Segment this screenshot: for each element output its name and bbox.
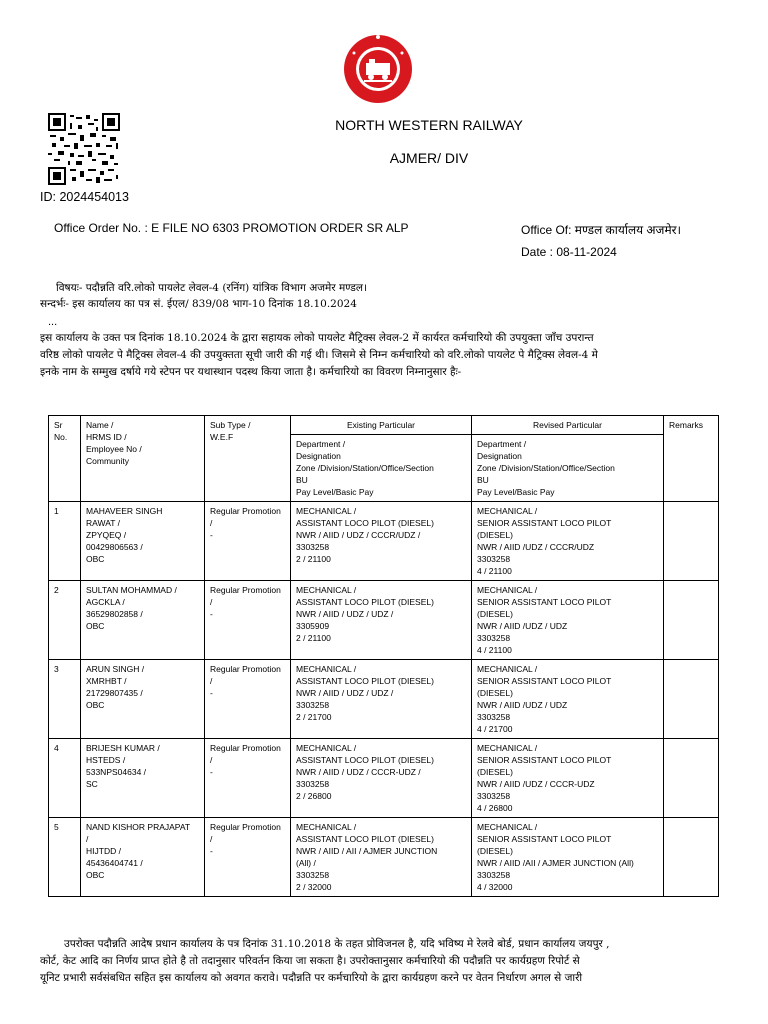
subject-line: विषयः- पदौन्नति वरि.लोको पायलेट लेवल-4 (रनिंग) यांत्रिक विभाग अजमेर मण्डल। <box>56 282 367 294</box>
table-row <box>49 502 719 581</box>
table-row <box>49 581 719 660</box>
closing-line-3: यूनिट प्रभारी सर्वसंबधित सहित इस कार्यालय को अवगत करावे। पदौन्नति पर कर्मचारियो के द्वारा कार्यग्रहण करने पर वेतन निर्धारण अगल से जारी <box>40 972 583 984</box>
cell-sr: 2 <box>49 581 81 660</box>
cell-existing: MECHANICAL / ASSISTANT LOCO PILOT (DIESEL) NWR / AIID / UDZ / UDZ / 3305909 2 / 21100 <box>291 581 472 660</box>
cell-name: MAHAVEER SINGH RAWAT / ZPYQEQ / 00429806563 / OBC <box>81 502 205 581</box>
cell-remarks <box>664 818 719 897</box>
cell-sr: 1 <box>49 502 81 581</box>
header-name: Name / HRMS ID / Employee No / Community <box>81 416 205 502</box>
cell-subtype: Regular Promotion / - <box>205 739 291 818</box>
header-existing-fields: Department / Designation Zone /Division/Station/Office/Section BU Pay Level/Basic Pay <box>291 435 472 502</box>
cell-existing: MECHANICAL / ASSISTANT LOCO PILOT (DIESEL) NWR / AIID / UDZ / UDZ / 3303258 2 / 21700 <box>291 660 472 739</box>
cell-sr: 3 <box>49 660 81 739</box>
cell-existing: MECHANICAL / ASSISTANT LOCO PILOT (DIESEL) NWR / AIID / AII / AJMER JUNCTION (All) / 3303258 2 / 32000 <box>291 818 472 897</box>
cell-existing: MECHANICAL / ASSISTANT LOCO PILOT (DIESEL) NWR / AIID / UDZ / CCCR/UDZ / 3303258 2 / 21100 <box>291 502 472 581</box>
cell-sr: 4 <box>49 739 81 818</box>
cell-existing: MECHANICAL / ASSISTANT LOCO PILOT (DIESEL) NWR / AIID / UDZ / CCCR-UDZ / 3303258 2 / 26800 <box>291 739 472 818</box>
reference-line: सन्दर्भः- इस कार्यालय का पत्र सं. ईएल/ 839/08 भाग-10 दिनांक 18.10.2024 <box>40 298 357 310</box>
table-header-row <box>49 416 719 435</box>
intro-line-2: वरिष्ठ लोको पायलेट पे मैट्रिक्स लेवल-4 की उपयुक्तता सूची जारी की गई थी। जिसमे से निम्न कर्मचारियो को वरि.लोको पायलेट पे मैट्रिक्स लेवल-4 मे <box>40 349 598 361</box>
cell-revised: MECHANICAL / SENIOR ASSISTANT LOCO PILOT (DIESEL) NWR / AIID /AII / AJMER JUNCTION (All) 3303258 4 / 32000 <box>472 818 664 897</box>
cell-revised: MECHANICAL / SENIOR ASSISTANT LOCO PILOT (DIESEL) NWR / AIID /UDZ / CCCR/UDZ 3303258 4 / 21100 <box>472 502 664 581</box>
division-name: AJMER/ DIV <box>389 150 469 166</box>
cell-remarks <box>664 581 719 660</box>
closing-line-1: उपरोक्त पदौन्नति आदेष प्रधान कार्यालय के पत्र दिनांक 31.10.2018 के तहत प्रोविजनल है, यदि भविष्य मे रेलवे बोर्ड, प्रधान कार्यालय जयपुर , <box>64 938 610 950</box>
indian-railways-logo <box>342 33 414 105</box>
table-row <box>49 660 719 739</box>
intro-paragraph <box>40 330 730 381</box>
cell-revised: MECHANICAL / SENIOR ASSISTANT LOCO PILOT (DIESEL) NWR / AIID /UDZ / UDZ 3303258 4 / 21700 <box>472 660 664 739</box>
closing-line-2: कोर्ट, केट आदि का निर्णय प्राप्त होते है तो तदानुसार परिवर्तन किया जा सकता है। उपरोक्तानुसार कर्मचारियो की पदौन्नति पर कार्यग्रहण रिपोर्ट से <box>40 955 580 967</box>
ellipsis: ... <box>48 316 58 328</box>
header-subtype: Sub Type / W.E.F <box>205 416 291 502</box>
header-sr: Sr No. <box>49 416 81 502</box>
cell-remarks <box>664 502 719 581</box>
cell-revised: MECHANICAL / SENIOR ASSISTANT LOCO PILOT (DIESEL) NWR / AIID /UDZ / CCCR-UDZ 3303258 4 / 26800 <box>472 739 664 818</box>
promotion-table <box>48 415 719 897</box>
cell-sr: 5 <box>49 818 81 897</box>
railway-name: NORTH WESTERN RAILWAY <box>335 117 523 133</box>
header-remarks: Remarks <box>664 416 719 502</box>
cell-name: BRIJESH KUMAR / HSTEDS / 533NPS04634 / SC <box>81 739 205 818</box>
order-date: Date : 08-11-2024 <box>521 245 617 259</box>
document-id: ID: 2024454013 <box>40 190 129 204</box>
closing-paragraph <box>40 936 740 987</box>
office-order-number: Office Order No. : E FILE NO 6303 PROMOTION ORDER SR ALP <box>54 221 409 235</box>
table-row <box>49 739 719 818</box>
cell-subtype: Regular Promotion / - <box>205 581 291 660</box>
cell-name: ARUN SINGH / XMRHBT / 21729807435 / OBC <box>81 660 205 739</box>
cell-name: NAND KISHOR PRAJAPAT / HIJTDD / 45436404741 / OBC <box>81 818 205 897</box>
header-existing: Existing Particular <box>291 416 472 435</box>
cell-revised: MECHANICAL / SENIOR ASSISTANT LOCO PILOT (DIESEL) NWR / AIID /UDZ / UDZ 3303258 4 / 21100 <box>472 581 664 660</box>
header-revised: Revised Particular <box>472 416 664 435</box>
cell-remarks <box>664 739 719 818</box>
cell-subtype: Regular Promotion / - <box>205 502 291 581</box>
table-row <box>49 818 719 897</box>
cell-remarks <box>664 660 719 739</box>
header-revised-fields: Department / Designation Zone /Division/Station/Office/Section BU Pay Level/Basic Pay <box>472 435 664 502</box>
office-of: Office Of: मण्डल कार्यालय अजमेर। <box>521 223 682 237</box>
intro-line-1: इस कार्यालय के उक्त पत्र दिनांक 18.10.2024 के द्वारा सहायक लोको पायलेट मैट्रिक्स लेवल-2 में कार्यरत कर्मचारियो की उपयुक्ता जाँच उपरान्त <box>40 332 594 344</box>
intro-line-3: इनके नाम के सम्मुख दर्षाये गये स्टेपन पर यथास्थान पदस्थ किया जाता है। कर्मचारियो का विवरण निम्नानुसार हैः- <box>40 366 462 378</box>
cell-subtype: Regular Promotion / - <box>205 660 291 739</box>
cell-name: SULTAN MOHAMMAD / AGCKLA / 36529802858 / OBC <box>81 581 205 660</box>
cell-subtype: Regular Promotion / - <box>205 818 291 897</box>
